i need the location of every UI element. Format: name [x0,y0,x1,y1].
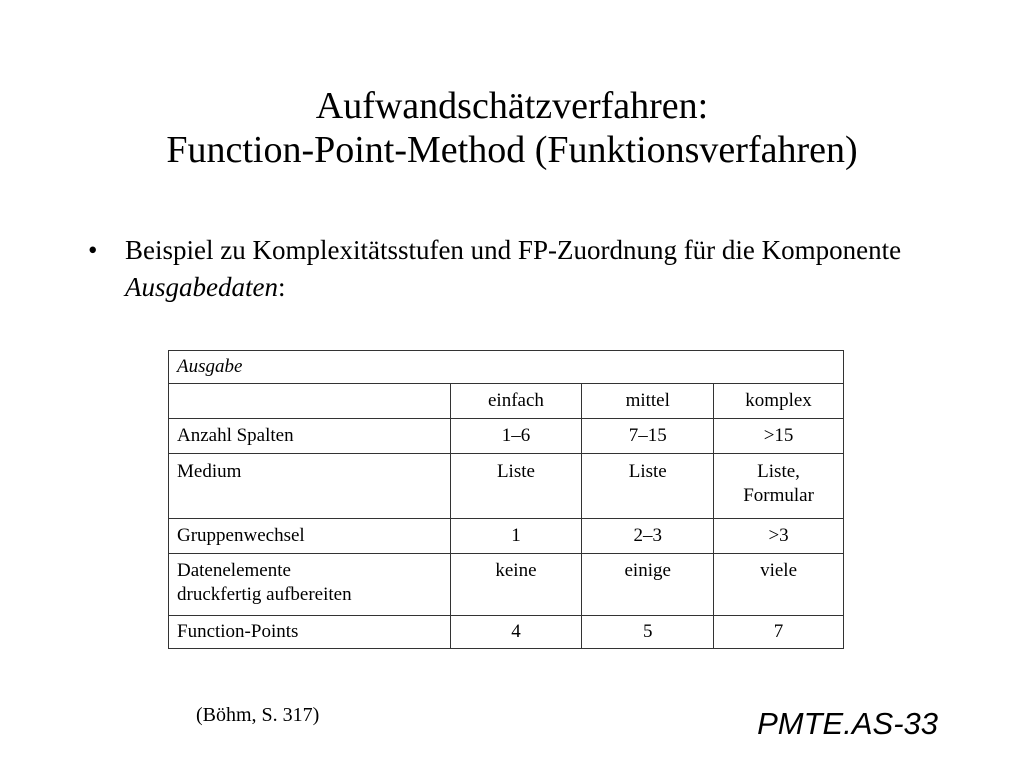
bullet-text-emphasis: Ausgabedaten [125,272,278,302]
cell-value: Liste [628,461,667,482]
row-label-line: druckfertig aufbereiten [177,584,352,605]
table-cell [582,454,714,519]
cell-value: Liste [496,461,535,482]
row-label-anzahl-spalten [169,419,451,454]
table-cell [450,616,582,649]
table-corner-cell [169,384,451,419]
cell-value: 5 [642,621,653,642]
row-label-line: Function-Points [177,621,299,642]
cell-value: 7–15 [628,425,667,446]
cell-value: 1 [511,525,521,546]
row-label-line: Medium [177,461,242,482]
table-cell [582,616,714,649]
cell-value: 4 [511,621,521,642]
row-label-line: Anzahl Spalten [177,425,294,446]
bullet-item [88,232,948,306]
bullet-text [125,232,948,306]
table-cell [582,419,714,454]
level-mittel: mittel [582,384,714,419]
level-komplex: komplex [714,384,844,419]
source-citation: (Böhm, S. 317) [196,704,320,726]
table-row [169,419,844,454]
table-cell [714,419,844,454]
table-row [169,616,844,649]
table-levels-row [169,384,844,419]
table-cell [450,519,582,554]
row-label-line: Datenelemente [177,560,291,581]
slide-title-line2: Function-Point-Method (Funktionsverfahren) [166,129,858,171]
row-label-datenelemente [169,554,451,616]
table-cell [714,519,844,554]
table-row [169,454,844,519]
table-cell [450,454,582,519]
table-header-ausgabe: Ausgabe [169,351,844,384]
cell-value: 2–3 [633,525,662,546]
cell-value: 1–6 [501,425,531,446]
cell-value: einige [624,560,671,581]
table-cell [582,519,714,554]
row-label-gruppenwechsel [169,519,451,554]
table-row [169,554,844,616]
bullet-text-colon: : [277,272,286,302]
cell-value: >15 [763,425,794,446]
slide-title-line1: Aufwandschätzverfahren: [315,85,709,127]
slide-number: PMTE.AS-33 [757,706,938,741]
cell-value: Liste, [757,461,800,482]
cell-value: >3 [768,525,789,546]
table-row [169,519,844,554]
row-label-line: Gruppenwechsel [177,525,305,546]
cell-value: viele [760,560,798,581]
table-header-row [169,351,844,384]
table-cell [582,554,714,616]
table-cell [714,616,844,649]
table-cell [714,554,844,616]
level-einfach: einfach [450,384,582,419]
complexity-table-container [168,350,844,658]
slide-title [0,84,1024,172]
complexity-table [168,350,844,649]
cell-value: 7 [773,621,784,642]
bullet-marker: • [88,235,98,265]
bullet-text-main: Beispiel zu Komplexitätsstufen und FP-Zuordnung für die Komponente [125,235,902,265]
table-cell [714,454,844,519]
cell-value: keine [495,560,537,581]
row-label-medium [169,454,451,519]
row-label-function-points [169,616,451,649]
table-cell [450,419,582,454]
cell-value: Formular [743,485,814,506]
table-cell [450,554,582,616]
